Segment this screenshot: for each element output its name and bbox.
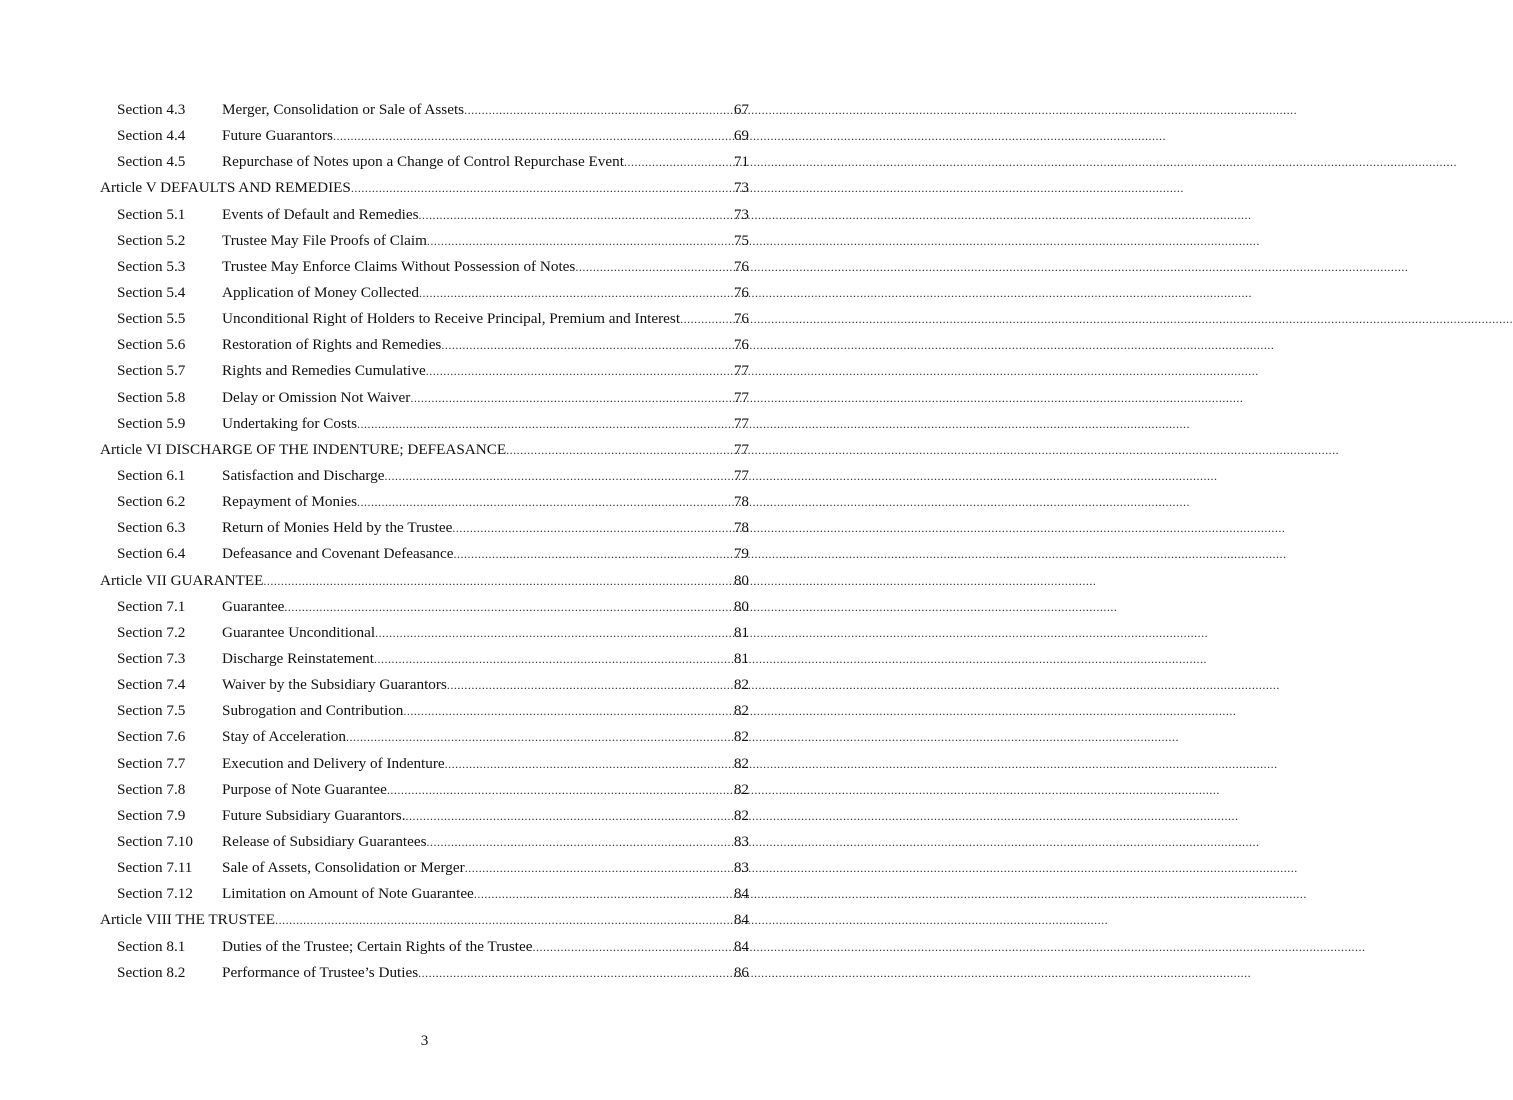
dot-leader <box>333 126 733 146</box>
dot-leader <box>410 388 733 408</box>
toc-article-entry[interactable] <box>100 178 749 204</box>
toc-section-entry[interactable] <box>100 309 749 335</box>
dot-leader <box>351 178 733 198</box>
toc-section-number: Section 5.7 <box>117 362 186 380</box>
toc-section-number: Section 5.2 <box>117 231 186 249</box>
toc-page-number: 79 <box>733 545 749 563</box>
dot-leader <box>406 806 733 826</box>
toc-page-number: 82 <box>733 702 749 720</box>
dot-leader <box>441 335 732 355</box>
dot-leader <box>453 544 732 564</box>
toc-page-number: 80 <box>733 571 749 589</box>
dot-leader <box>418 963 733 983</box>
toc-page-number: 82 <box>733 780 749 798</box>
dot-leader <box>419 283 733 303</box>
toc-page-number: 77 <box>733 362 749 380</box>
toc-section-number: Section 7.1 <box>117 597 186 615</box>
toc-page-number: 77 <box>733 388 749 406</box>
toc-page-number: 71 <box>733 153 749 171</box>
toc-section-number: Section 4.4 <box>117 127 186 145</box>
toc-entry-title: Article VII GUARANTEE <box>100 571 264 589</box>
toc-section-number: Section 6.4 <box>117 545 186 563</box>
toc-entry-title: Release of Subsidiary Guarantees <box>222 832 427 850</box>
dot-leader <box>447 675 733 695</box>
toc-page-number: 76 <box>733 257 749 275</box>
dot-leader <box>263 571 732 591</box>
dot-leader <box>284 597 732 617</box>
toc-section-number: Section 4.3 <box>117 101 186 118</box>
toc-section-entry[interactable] <box>100 544 749 570</box>
toc-section-number: Section 7.9 <box>117 806 186 824</box>
dot-leader <box>346 727 733 747</box>
toc-section-entry[interactable] <box>100 806 749 832</box>
toc-section-entry[interactable] <box>100 727 749 753</box>
toc-page-number: 73 <box>733 179 749 197</box>
toc-section-entry[interactable] <box>100 126 749 152</box>
toc-entry-title: Restoration of Rights and Remedies <box>222 336 442 354</box>
dot-leader <box>385 466 733 486</box>
toc-entry-title: Future Subsidiary Guarantors. <box>222 806 406 824</box>
toc-page-number: 75 <box>733 231 749 249</box>
toc-entry-title: Trustee May Enforce Claims Without Possession of Notes <box>222 257 576 275</box>
toc-section-entry[interactable] <box>100 231 749 257</box>
toc-entry-title: Events of Default and Remedies <box>222 205 419 223</box>
toc-page-number: 78 <box>733 519 749 537</box>
toc-section-entry[interactable] <box>100 466 749 492</box>
dot-leader <box>575 257 732 277</box>
toc-section-entry[interactable] <box>100 388 749 414</box>
toc-page-number: 82 <box>733 676 749 694</box>
dot-leader <box>465 858 733 878</box>
dot-leader <box>506 440 733 460</box>
dot-leader <box>426 361 733 381</box>
toc-section-number: Section 7.8 <box>117 780 186 798</box>
toc-section-number: Section 8.2 <box>117 963 186 981</box>
toc-entry-title: Satisfaction and Discharge <box>222 466 385 484</box>
table-of-contents <box>100 100 749 989</box>
toc-page-number: 82 <box>733 754 749 772</box>
toc-entry-title: Article VIII THE TRUSTEE <box>100 911 276 929</box>
toc-page-number: 82 <box>733 806 749 824</box>
toc-section-entry[interactable] <box>100 937 749 963</box>
toc-section-number: Section 6.2 <box>117 493 186 511</box>
toc-section-number: Section 5.6 <box>117 336 186 354</box>
toc-section-entry[interactable] <box>100 623 749 649</box>
toc-entry-title: Undertaking for Costs <box>222 414 357 432</box>
toc-entry-title: Execution and Delivery of Indenture <box>222 754 445 772</box>
dot-leader <box>357 492 733 512</box>
toc-section-number: Section 5.5 <box>117 310 186 328</box>
toc-section-number: Section 7.11 <box>117 859 193 877</box>
toc-section-entry[interactable] <box>100 100 749 126</box>
toc-page-number: 81 <box>733 623 749 641</box>
toc-section-entry[interactable] <box>100 754 749 780</box>
dot-leader <box>375 623 733 643</box>
toc-section-entry[interactable] <box>100 152 749 178</box>
toc-entry-title: Rights and Remedies Cumulative <box>222 362 426 380</box>
toc-entry-title: Sale of Assets, Consolidation or Merger <box>222 859 465 877</box>
dot-leader <box>533 937 733 957</box>
toc-section-number: Section 5.9 <box>117 414 186 432</box>
toc-page-number: 78 <box>733 493 749 511</box>
toc-section-entry[interactable] <box>100 675 749 701</box>
dot-leader <box>427 832 733 852</box>
toc-section-entry[interactable] <box>100 597 749 623</box>
toc-section-entry[interactable] <box>100 283 749 309</box>
toc-entry-title: Subrogation and Contribution <box>222 702 404 720</box>
dot-leader <box>374 649 733 669</box>
dot-leader <box>427 231 733 251</box>
toc-section-entry[interactable] <box>100 518 749 544</box>
toc-entry-title: Defeasance and Covenant Defeasance <box>222 545 454 563</box>
dot-leader <box>357 414 733 434</box>
toc-section-entry[interactable] <box>100 780 749 806</box>
toc-page-number: 83 <box>733 832 749 850</box>
toc-page-number: 83 <box>733 859 749 877</box>
toc-section-number: Section 7.4 <box>117 676 186 694</box>
toc-entry-title: Trustee May File Proofs of Claim <box>222 231 427 249</box>
toc-entry-title: Unconditional Right of Holders to Receive Principal, Premium and Interest <box>222 310 681 328</box>
toc-page-number: 81 <box>733 649 749 667</box>
toc-section-number: Section 4.5 <box>117 153 186 171</box>
toc-section-entry[interactable] <box>100 335 749 361</box>
toc-section-entry[interactable] <box>100 492 749 518</box>
toc-section-number: Section 5.4 <box>117 283 186 301</box>
toc-section-number: Section 8.1 <box>117 937 186 955</box>
toc-entry-title: Waiver by the Subsidiary Guarantors <box>222 676 447 694</box>
toc-entry-title: Purpose of Note Guarantee <box>222 780 387 798</box>
dot-leader <box>474 884 733 904</box>
dot-leader <box>624 152 733 172</box>
toc-section-entry[interactable] <box>100 205 749 231</box>
toc-page-number: 84 <box>733 911 749 929</box>
toc-page-number: 77 <box>733 440 749 458</box>
dot-leader <box>275 910 733 930</box>
toc-section-entry[interactable] <box>100 257 749 283</box>
toc-page-number: 67 <box>733 101 749 118</box>
toc-article-entry[interactable] <box>100 440 749 466</box>
toc-section-entry[interactable] <box>100 963 749 989</box>
toc-entry-title: Discharge Reinstatement <box>222 649 374 667</box>
toc-entry-title: Future Guarantors <box>222 127 333 145</box>
toc-page-number: 84 <box>733 885 749 903</box>
toc-section-number: Section 7.6 <box>117 728 186 746</box>
toc-entry-title: Repurchase of Notes upon a Change of Control Repurchase Event <box>222 153 624 171</box>
dot-leader <box>445 754 733 774</box>
toc-page-number: 77 <box>733 466 749 484</box>
dot-leader <box>419 205 733 225</box>
toc-article-entry[interactable] <box>100 910 749 936</box>
toc-entry-title: Article VI DISCHARGE OF THE INDENTURE; DEFEASANCE <box>100 440 507 458</box>
toc-section-entry[interactable] <box>100 832 749 858</box>
toc-section-number: Section 6.1 <box>117 466 186 484</box>
toc-section-number: Section 7.12 <box>117 885 193 903</box>
toc-page-number: 80 <box>733 597 749 615</box>
toc-section-entry[interactable] <box>100 414 749 440</box>
toc-entry-title: Guarantee <box>222 597 285 615</box>
toc-section-number: Section 7.3 <box>117 649 186 667</box>
dot-leader <box>387 780 733 800</box>
toc-entry-title: Article V DEFAULTS AND REMEDIES <box>100 179 351 197</box>
dot-leader <box>452 518 732 538</box>
toc-page-number: 76 <box>733 336 749 354</box>
toc-entry-title: Duties of the Trustee; Certain Rights of the Trustee <box>222 937 533 955</box>
toc-entry-title: Guarantee Unconditional <box>222 623 376 641</box>
toc-section-number: Section 7.10 <box>117 832 193 850</box>
toc-entry-title: Application of Money Collected <box>222 283 419 301</box>
toc-article-entry[interactable] <box>100 571 749 597</box>
toc-section-entry[interactable] <box>100 361 749 387</box>
toc-section-number: Section 6.3 <box>117 519 186 537</box>
toc-entry-title: Merger, Consolidation or Sale of Assets <box>222 101 465 118</box>
toc-section-entry[interactable] <box>100 858 749 884</box>
toc-section-entry[interactable] <box>100 884 749 910</box>
toc-page-number: 77 <box>733 414 749 432</box>
toc-section-number: Section 7.5 <box>117 702 186 720</box>
page-number: 3 <box>420 1032 429 1049</box>
toc-entry-title: Delay or Omission Not Waiver <box>222 388 411 406</box>
toc-entry-title: Stay of Acceleration <box>222 728 346 746</box>
toc-section-entry[interactable] <box>100 701 749 727</box>
toc-section-entry[interactable] <box>100 649 749 675</box>
toc-page-number: 82 <box>733 728 749 746</box>
dot-leader <box>680 309 733 329</box>
toc-page-number: 76 <box>733 283 749 301</box>
toc-page-number: 84 <box>733 937 749 955</box>
toc-page-number: 69 <box>733 127 749 145</box>
toc-entry-title: Limitation on Amount of Note Guarantee <box>222 885 474 903</box>
toc-page-number: 76 <box>733 310 749 328</box>
toc-section-number: Section 5.3 <box>117 257 186 275</box>
toc-entry-title: Repayment of Monies <box>222 493 357 511</box>
toc-page-number: 73 <box>733 205 749 223</box>
dot-leader <box>403 701 732 721</box>
toc-entry-title: Return of Monies Held by the Trustee <box>222 519 453 537</box>
toc-page-number: 86 <box>733 963 749 981</box>
dot-leader <box>464 100 733 120</box>
toc-section-number: Section 7.2 <box>117 623 186 641</box>
toc-section-number: Section 5.8 <box>117 388 186 406</box>
toc-section-number: Section 7.7 <box>117 754 186 772</box>
toc-entry-title: Performance of Trustee’s Duties <box>222 963 419 981</box>
toc-section-number: Section 5.1 <box>117 205 186 223</box>
